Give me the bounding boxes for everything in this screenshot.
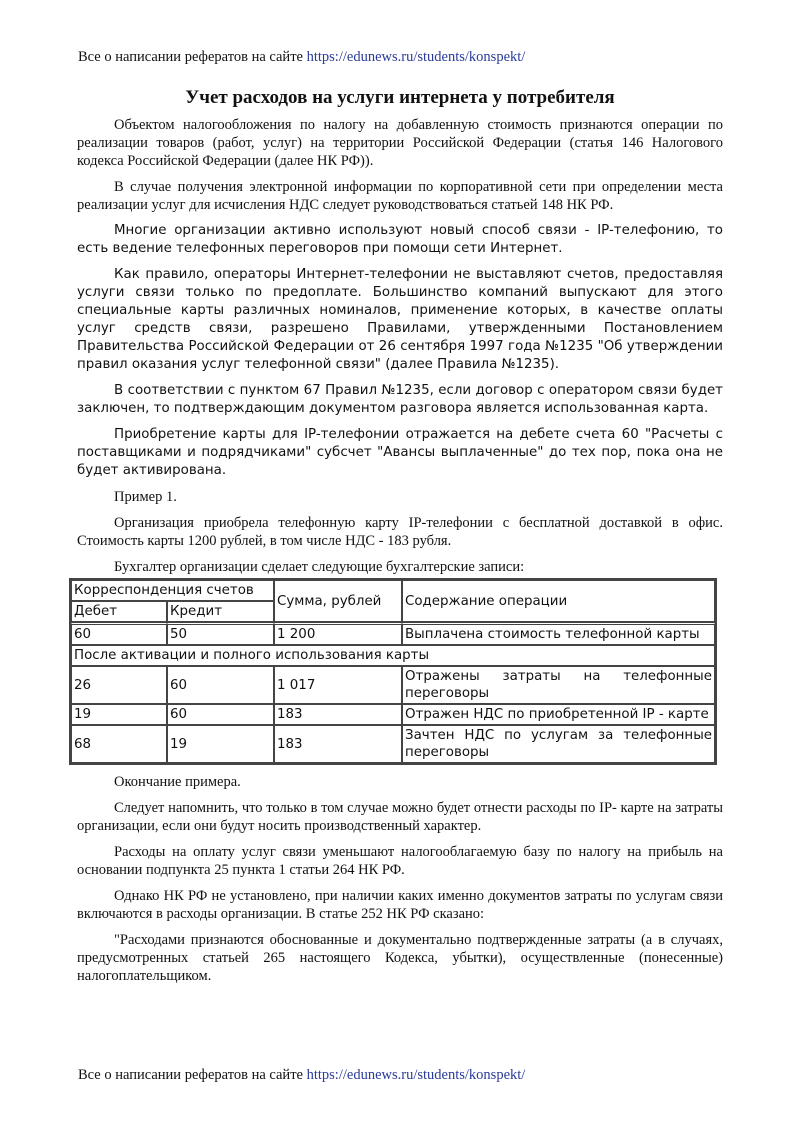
page-header xyxy=(78,48,525,66)
paragraph-8: Следует напомнить, что только в том случае можно будет отнести расходы по IP- карте на затраты организации, если они будут носить производственный характер. xyxy=(77,800,723,834)
header-debit: Дебет xyxy=(71,601,167,622)
cell-description: Выплачена стоимость телефонной карты xyxy=(402,622,715,645)
cell-debit: 60 xyxy=(71,622,167,645)
paragraph-4: Как правило, операторы Интернет-телефонии не выставляют счетов, предоставляя услуги связи только по предоплате. Большинство компаний выпускают для этого специальные карты различных номиналов, применение которых, в качестве оплаты услуг средств связи, разрешено Правилами, утвержденными Постановлением Правительства Российской Федерации от 26 сентября 1997 года №1235 "Об утверждении правил оказания услуг телефонной связи" (далее Правила №1235). xyxy=(77,267,723,372)
cell-debit: 68 xyxy=(71,725,167,763)
table-row xyxy=(71,725,715,763)
page-footer xyxy=(78,1066,525,1084)
header-description: Содержание операции xyxy=(402,580,715,622)
cell-credit: 60 xyxy=(167,704,274,725)
footer-text: Все о написании рефератов на сайте xyxy=(78,1067,303,1083)
paragraph-7: Организация приобрела телефонную карту IP-телефонии с бесплатной доставкой в офис. Стоимость карты 1200 рублей, в том числе НДС - 183 рубля. xyxy=(77,515,723,549)
cell-amount: 1 017 xyxy=(274,666,402,704)
table-row xyxy=(71,704,715,725)
paragraph-3: Многие организации активно используют новый способ связи - IP-телефонию, то есть ведение телефонных переговоров при помощи сети Интернет. xyxy=(77,223,723,256)
cell-amount: 183 xyxy=(274,704,402,725)
cell-description: Зачтен НДС по услугам за телефонные переговоры xyxy=(402,725,715,763)
accounting-entries-table xyxy=(69,578,717,765)
cell-credit: 19 xyxy=(167,725,274,763)
section-label: После активации и полного использования карты xyxy=(71,645,715,666)
header-amount: Сумма, рублей xyxy=(274,580,402,622)
footer-link[interactable]: https://edunews.ru/students/konspekt/ xyxy=(306,1067,526,1083)
paragraph-11: "Расходами признаются обоснованные и документально подтвержденные затраты (а в случаях, предусмотренных статьей 265 настоящего Кодекса, убытки), осуществленные (понесенные) налогоплательщиком. xyxy=(77,932,723,984)
table-header-row xyxy=(71,580,715,601)
example-end: Окончание примера. xyxy=(114,774,241,790)
paragraph-1: Объектом налогообложения по налогу на добавленную стоимость признаются операции по реализации товаров (работ, услуг) на территории Российской Федерации (статья 146 Налогового кодекса Российской Федерации (далее НК РФ)). xyxy=(77,117,723,169)
cell-description: Отражены затраты на телефонные переговоры xyxy=(402,666,715,704)
cell-credit: 50 xyxy=(167,622,274,645)
cell-amount: 183 xyxy=(274,725,402,763)
table-row xyxy=(71,622,715,645)
document-title: Учет расходов на услуги интернета у потребителя xyxy=(185,87,615,108)
document-body xyxy=(74,86,723,993)
header-credit: Кредит xyxy=(167,601,274,622)
table-section-row xyxy=(71,645,715,666)
header-correspondence: Корреспонденция счетов xyxy=(71,580,274,601)
paragraph-2: В случае получения электронной информации по корпоративной сети при определении места реализации услуг для исчисления НДС следует руководствоваться статьей 148 НК РФ. xyxy=(77,179,723,213)
cell-debit: 26 xyxy=(71,666,167,704)
cell-amount: 1 200 xyxy=(274,622,402,645)
header-text: Все о написании рефератов на сайте xyxy=(78,49,303,65)
paragraph-5: В соответствии с пунктом 67 Правил №1235, если договор с оператором связи будет заключен, то подтверждающим документом разговора является использованная карта. xyxy=(77,383,723,416)
cell-description: Отражен НДС по приобретенной IP - карте xyxy=(402,704,715,725)
example-label: Пример 1. xyxy=(114,489,177,505)
after-table-section xyxy=(77,773,723,985)
table-row xyxy=(71,666,715,704)
paragraph-10: Однако НК РФ не установлено, при наличии каких именно документов затраты по услугам связи включаются в расходы организации. В статье 252 НК РФ сказано: xyxy=(77,888,723,922)
cell-debit: 19 xyxy=(71,704,167,725)
paragraph-6: Приобретение карты для IP-телефонии отражается на дебете счета 60 "Расчеты с поставщиками и подрядчиками" субсчет "Авансы выплаченные" до тех пор, пока она не будет активирована. xyxy=(77,427,723,478)
cell-credit: 60 xyxy=(167,666,274,704)
paragraph-9: Расходы на оплату услуг связи уменьшают налогооблагаемую базу по налогу на прибыль на основании подпункта 25 пункта 1 статьи 264 НК РФ. xyxy=(77,844,723,878)
header-link[interactable]: https://edunews.ru/students/konspekt/ xyxy=(306,49,526,65)
table-lead: Бухгалтер организации сделает следующие бухгалтерские записи: xyxy=(114,559,525,575)
